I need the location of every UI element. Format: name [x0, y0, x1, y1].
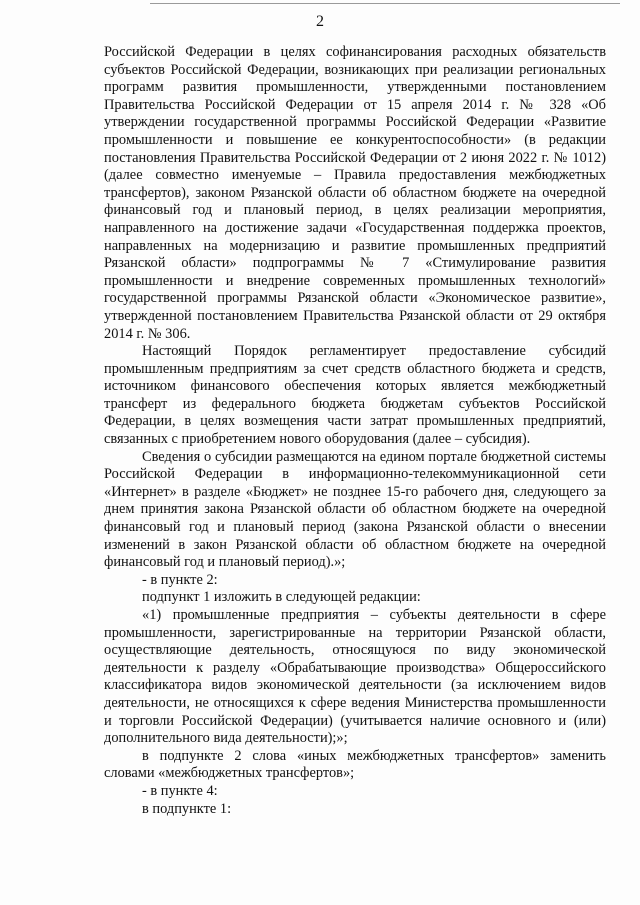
paragraph-procedure: Настоящий Порядок регламентирует предоставление субсидий промышленным предприятиям за счет средств областного бюджета и средств, источником финансового обеспечения которых является межбюджетный трансферт из федерального бюджета бюджетам субъектов Российской Федерации, в целях возмещения части затрат промышленных предприятий, связанных с приобретением нового оборудования (далее – субсидия). — [104, 343, 606, 448]
paragraph-subitem-2: в подпункте 2 слова «иных межбюджетных трансфертов» заменить словами «межбюджетных трансфертов»; — [104, 747, 606, 782]
scan-artifact — [150, 3, 620, 4]
paragraph-item-2: - в пункте 2: — [142, 571, 218, 588]
paragraph-item-4: - в пункте 4: — [142, 782, 218, 799]
paragraph-subitem-1: подпункт 1 изложить в следующей редакции: — [142, 589, 421, 606]
document-body — [104, 44, 606, 818]
paragraph-subsidy-info: Сведения о субсидии размещаются на едином портале бюджетной системы Российской Федерации в информационно-телекоммуникационной сети «Интернет» в разделе «Бюджет» не позднее 15-го рабочего дня, следующего за днем принятия закона Рязанской области об областном бюджете на очередной финансовый год и плановый период (закона Рязанской области о внесении изменений в закон Рязанской области об областном бюджете на очередной финансовый год и плановый период).»; — [104, 448, 606, 571]
paragraph-subitem-1-b: в подпункте 1: — [142, 800, 232, 817]
paragraph-continuation: Российской Федерации в целях софинансирования расходных обязательств субъектов Российской Федерации, возникающих при реализации региональных программ развития промышленности, утвержденными постановлением Правительства Российской Федерации от 15 апреля 2014 г. № 328 «Об утверждении государственной программы Российской Федерации «Развитие промышленности и повышение ее конкурентоспособности» (в редакции постановления Правительства Российской Федерации от 2 июня 2022 г. № 1012) (далее совместно именуемые – Правила предоставления межбюджетных трансфертов), законом Рязанской области об областном бюджете на очередной финансовый год и плановый период, в целях реализации мероприятия, направленного на достижение задачи «Государственная поддержка проектов, направленных на модернизацию и развитие промышленных предприятий Рязанской области» подпрограммы № 7 «Стимулирование развития промышленности и внедрение современных промышленных технологий» государственной программы Рязанской области «Экономическое развитие», утвержденной постановлением Правительства Рязанской области от 29 октября 2014 г. № 306. — [104, 44, 606, 342]
paragraph-definition: «1) промышленные предприятия – субъекты деятельности в сфере промышленности, зарегистрированные на территории Рязанской области, осуществляющие деятельность, относящуюся по виду экономической деятельности к разделу «Обрабатывающие производства» Общероссийского классификатора видов экономической деятельности (за исключением видов деятельности, не относящихся к сфере ведения Министерства промышленности и торговли Российской Федерации) (учитывается наличие основного и (или) дополнительного вида деятельности);»; — [104, 607, 606, 747]
page-number: 2 — [316, 13, 324, 30]
